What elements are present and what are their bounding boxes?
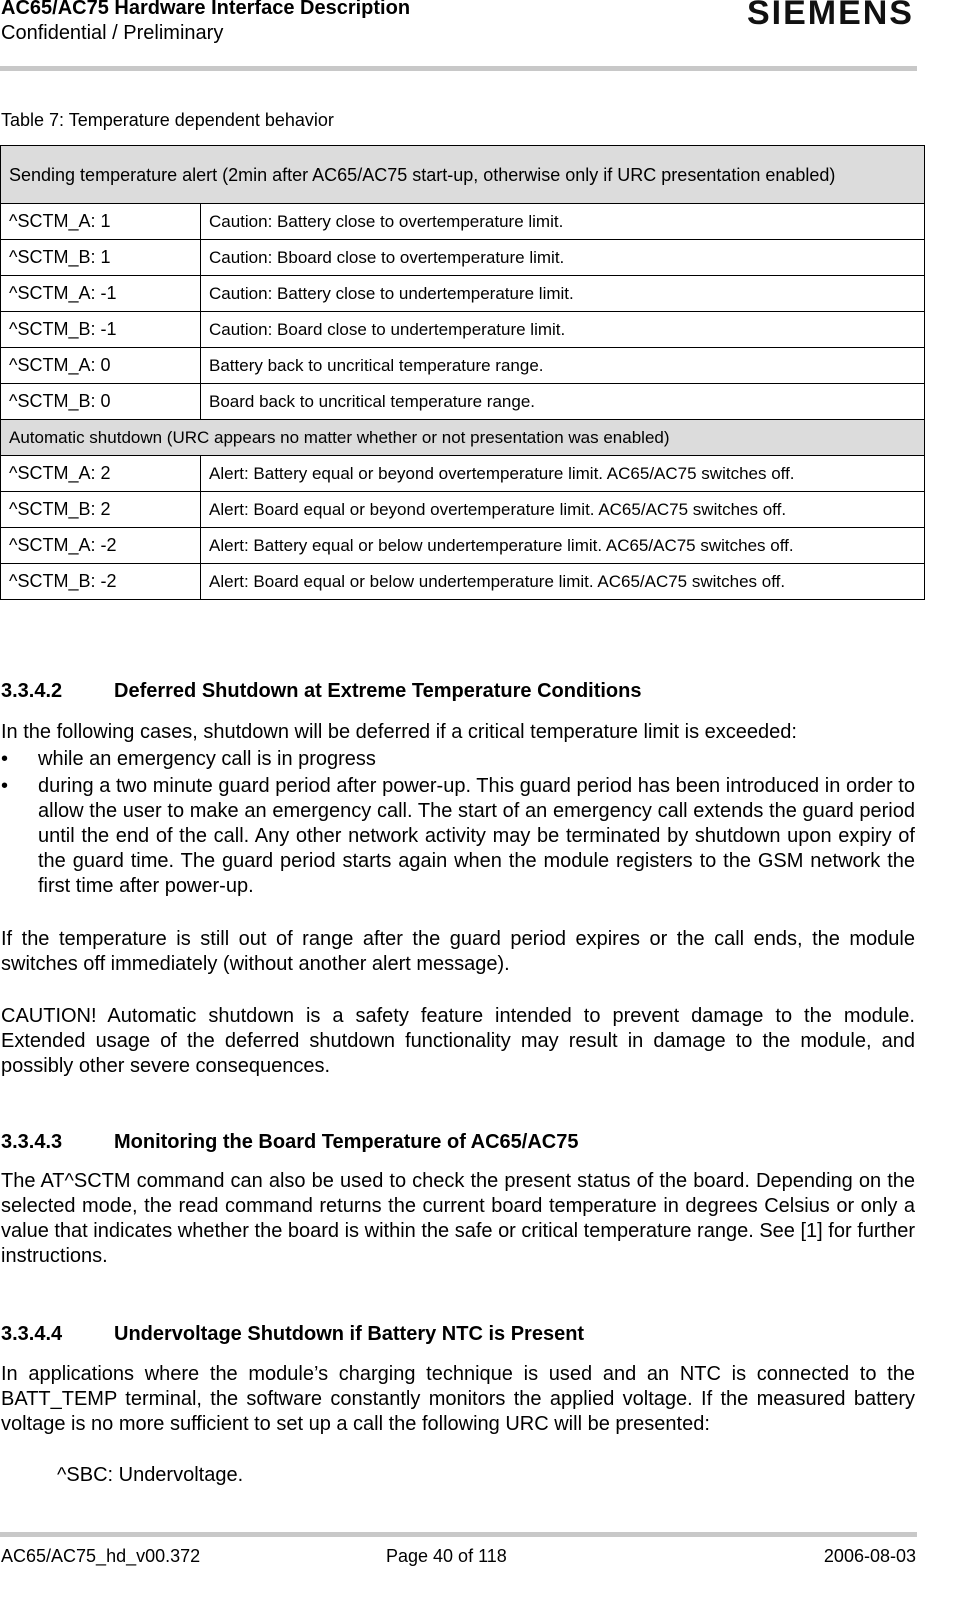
temperature-behavior-table <box>0 145 925 600</box>
urc-code-cell: ^SCTM_B: -2 <box>1 564 201 600</box>
section-header-cell: Automatic shutdown (URC appears no matter whether or not presentation was enabled) <box>1 420 925 456</box>
section-title: Monitoring the Board Temperature of AC65/AC75 <box>114 1131 579 1153</box>
table-row <box>1 240 925 276</box>
urc-code-cell: ^SCTM_A: 1 <box>1 204 201 240</box>
section-number: 3.3.4.2 <box>1 680 63 702</box>
table-row <box>1 492 925 528</box>
table-row <box>1 456 925 492</box>
caution-paragraph: CAUTION! Automatic shutdown is a safety feature intended to prevent damage to the module. Extended usage of the deferred shutdown functionality may result in damage to the module, and possibly other severe consequences. <box>1 1005 915 1077</box>
urc-code-cell: ^SCTM_A: -2 <box>1 528 201 564</box>
urc-code-cell: ^SCTM_B: 1 <box>1 240 201 276</box>
table-section-header <box>1 146 925 204</box>
section-number: 3.3.4.4 <box>1 1323 63 1345</box>
urc-code-cell: ^SCTM_B: -1 <box>1 312 201 348</box>
list-item-text: during a two minute guard period after power-up. This guard period has been introduced in order to allow the user to make an emergency call. The start of an emergency call extends the guard period until the end of the call. Any other network activity may be terminated by shutdown upon expiry of the guard time. The guard period starts again when the module registers to the GSM network the first time after power-up. <box>38 775 915 897</box>
urc-code-cell: ^SCTM_B: 2 <box>1 492 201 528</box>
table-row <box>1 276 925 312</box>
footer-divider <box>0 1532 917 1537</box>
urc-description-cell: Alert: Board equal or below undertemperature limit. AC65/AC75 switches off. <box>201 564 925 600</box>
urc-description-cell: Battery back to uncritical temperature range. <box>201 348 925 384</box>
document-title: AC65/AC75 Hardware Interface Description <box>1 0 411 19</box>
section-title: Deferred Shutdown at Extreme Temperature Conditions <box>114 680 642 702</box>
urc-example: ^SBC: Undervoltage. <box>57 1464 244 1486</box>
document-subtitle: Confidential / Preliminary <box>1 22 224 44</box>
paragraph: The AT^SCTM command can also be used to check the present status of the board. Depending on the selected mode, the read command returns the current board temperature in degrees Celsius or only a value that indicates whether the board is within the safe or critical temperature range. See [1] for further instructions. <box>1 1170 915 1267</box>
paragraph: In the following cases, shutdown will be deferred if a critical temperature limit is exceeded: <box>1 721 797 743</box>
urc-code-cell: ^SCTM_A: -1 <box>1 276 201 312</box>
section-heading-3344 <box>1 1323 584 1346</box>
urc-description-cell: Alert: Battery equal or beyond overtemperature limit. AC65/AC75 switches off. <box>201 456 925 492</box>
table-section-header <box>1 420 925 456</box>
table-row <box>1 348 925 384</box>
section-header-cell: Sending temperature alert (2min after AC65/AC75 start-up, otherwise only if URC presentation enabled) <box>1 146 925 204</box>
urc-description-cell: Board back to uncritical temperature range. <box>201 384 925 420</box>
urc-description-cell: Caution: Battery close to undertemperature limit. <box>201 276 925 312</box>
section-heading-3343 <box>1 1131 579 1154</box>
table-row <box>1 204 925 240</box>
siemens-logo: SIEMENS <box>746 0 914 32</box>
list-item <box>1 774 915 899</box>
table-caption: Table 7: Temperature dependent behavior <box>1 110 334 130</box>
page-header <box>0 0 954 70</box>
urc-description-cell: Alert: Board equal or beyond overtemperature limit. AC65/AC75 switches off. <box>201 492 925 528</box>
urc-description-cell: Caution: Board close to undertemperature limit. <box>201 312 925 348</box>
bullet-glyph: • <box>1 775 9 797</box>
urc-description-cell: Caution: Battery close to overtemperature limit. <box>201 204 925 240</box>
urc-code-cell: ^SCTM_B: 0 <box>1 384 201 420</box>
bullet-glyph: • <box>1 748 9 770</box>
table-row <box>1 564 925 600</box>
table-row <box>1 528 925 564</box>
list-item-text: while an emergency call is in progress <box>38 748 376 770</box>
footer-doc-id: AC65/AC75_hd_v00.372 <box>1 1546 201 1566</box>
footer-page-number: Page 40 of 118 <box>386 1546 507 1566</box>
paragraph: If the temperature is still out of range after the guard period expires or the call ends, the module switches off immediately (without another alert message). <box>1 928 915 975</box>
urc-description-cell: Caution: Bboard close to overtemperature limit. <box>201 240 925 276</box>
section-number: 3.3.4.3 <box>1 1131 63 1153</box>
section-title: Undervoltage Shutdown if Battery NTC is Present <box>114 1323 585 1345</box>
urc-code-cell: ^SCTM_A: 0 <box>1 348 201 384</box>
section-heading-3342 <box>1 680 642 703</box>
paragraph: In applications where the module’s charging technique is used and an NTC is connected to the BATT_TEMP terminal, the software constantly monitors the applied voltage. If the measured battery voltage is no more sufficient to set up a call the following URC will be presented: <box>1 1363 915 1435</box>
footer-date: 2006-08-03 <box>823 1546 916 1566</box>
table-row <box>1 384 925 420</box>
urc-description-cell: Alert: Battery equal or below undertemperature limit. AC65/AC75 switches off. <box>201 528 925 564</box>
table-row <box>1 312 925 348</box>
list-item <box>1 747 915 772</box>
urc-code-cell: ^SCTM_A: 2 <box>1 456 201 492</box>
header-divider <box>0 66 917 71</box>
